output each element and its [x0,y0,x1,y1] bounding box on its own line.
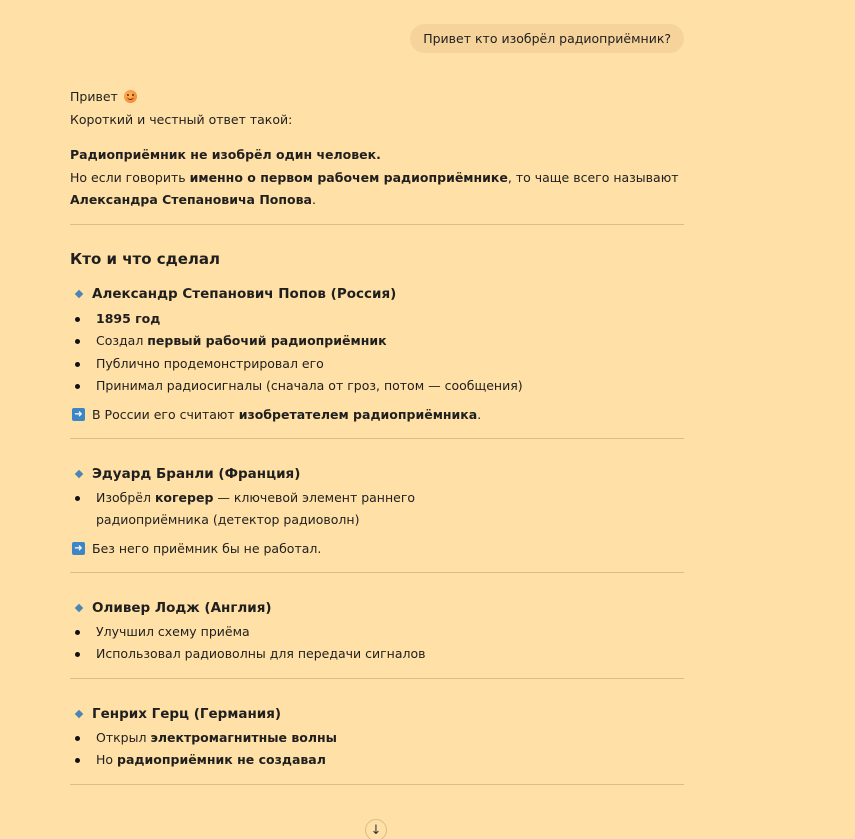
lead-paragraph [70,167,684,212]
note-line [70,404,684,426]
person-heading [70,597,684,619]
person-block-popov [70,283,684,426]
note-text: Без него приёмник бы не работал. [92,540,322,556]
person-heading [70,703,684,725]
list-item: Изобрёл когерер — ключевой элемент раннего радиоприёмника (детектор радиоволн) [70,487,510,532]
fact-list [70,727,684,772]
note-end: . [477,406,482,422]
list-item: Но радиоприёмник не создавал [70,749,684,772]
greeting-line [70,86,684,109]
arrow-down-icon: ↓ [370,823,382,838]
person-name: Александр Степанович Попов (Россия) [92,285,397,302]
lead-text-3: , то чаще всего называют [507,169,679,185]
lead-bold [70,144,684,167]
list-item: 1895 год [70,308,684,331]
list-item: Улучшил схему приёма [70,621,684,644]
person-name: Генрих Герц (Германия) [92,705,282,722]
diamond-bullet-icon [75,603,83,611]
person-heading [70,463,684,485]
person-block-branly [70,463,684,560]
list-item: Открыл электромагнитные волны [70,727,684,750]
right-arrow-icon: ➜ [72,408,85,421]
diamond-bullet-icon [75,289,83,297]
lead-bold-4: Александра Степановича Попова [70,192,312,207]
fact-list [70,621,684,666]
section-title: Кто и что сделал [70,249,221,268]
person-name: Оливер Лодж (Англия) [92,599,272,616]
scroll-down-button[interactable] [365,819,387,839]
lead-bold-2: именно о первом рабочем радиоприёмнике [189,169,508,185]
fact-list [70,487,510,532]
list-item: Использовал радиоволны для передачи сигналов [70,643,684,666]
lead-text-5: . [311,192,316,207]
list-item: Публично продемонстрировал его [70,353,684,376]
list-item: Создал первый рабочий радиоприёмник [70,330,684,353]
lead-text-1: Но если говорить [70,169,190,185]
lead-bold-text: Радиоприёмник не изобрёл один человек. [70,147,381,162]
diamond-bullet-icon [75,709,83,717]
person-block-lodge [70,597,684,666]
right-arrow-icon: ➜ [72,542,85,555]
user-message-bubble [410,24,684,53]
note-bold: изобретателем радиоприёмника [238,406,478,422]
person-heading [70,283,684,305]
note-line [70,538,684,560]
greeting-text: Привет [70,89,118,104]
smiling-face-icon [124,90,137,103]
person-name: Эдуард Бранли (Франция) [92,465,301,482]
person-block-hertz [70,703,684,772]
note-text: В России его считают [92,406,239,422]
user-message-text: Привет кто изобрёл радиоприёмник? [423,31,671,46]
divider [70,784,684,785]
fact-list [70,308,684,398]
intro-text: Короткий и честный ответ такой: [70,111,293,127]
list-item: Принимал радиосигналы (сначала от гроз, потом — сообщения) [70,375,684,398]
diamond-bullet-icon [75,469,83,477]
assistant-answer [70,86,684,785]
